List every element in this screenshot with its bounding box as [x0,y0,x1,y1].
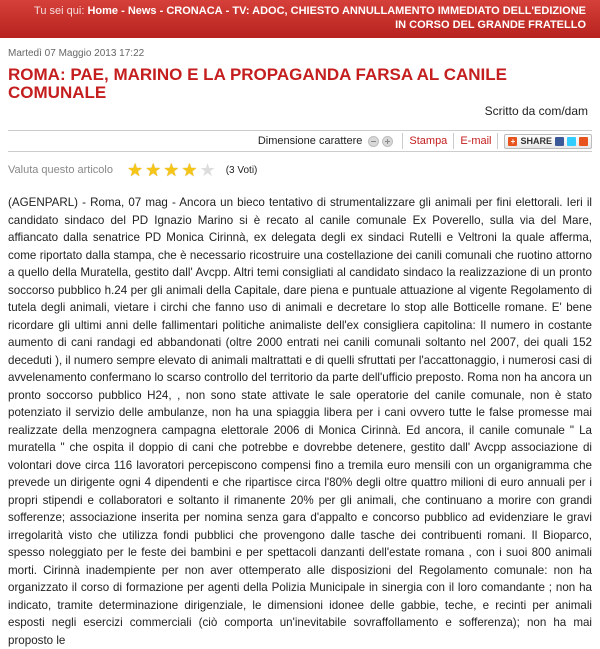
star-icon[interactable]: ★ [181,160,198,180]
plus-icon: + [508,137,517,146]
share-label: SHARE [520,136,552,146]
article-byline: Scritto da com/dam [484,104,588,118]
breadcrumb-link-home[interactable]: Home [87,5,119,17]
breadcrumb [0,0,600,38]
article-title[interactable]: ROMA: PAE, MARINO E LA PROPAGANDA FARSA AL CANILE COMUNALE [8,65,507,102]
rating-stars[interactable] [127,161,218,179]
print-link[interactable]: Stampa [409,135,448,147]
breadcrumb-link-cronaca[interactable]: CRONACA [166,5,223,17]
rating-label: Valuta questo articolo [8,164,113,176]
breadcrumb-link-news[interactable]: News [127,5,157,17]
breadcrumb-separator: - [225,5,230,17]
star-icon[interactable]: ★ [145,160,162,180]
article-toolbar [8,130,592,152]
rating-votes: (3 Voti) [225,164,258,176]
facebook-icon [555,137,564,146]
breadcrumb-separator: - [159,5,164,17]
email-link[interactable]: E-mail [460,135,492,147]
article-date: Martedì 07 Maggio 2013 17:22 [8,48,145,59]
divider [402,133,403,149]
star-icon[interactable]: ★ [163,160,180,180]
twitter-icon [567,137,576,146]
breadcrumb-current: TV: ADOC, CHIESTO ANNULLAMENTO IMMEDIATO DELL'EDIZIONE IN CORSO DEL GRANDE FRATELLO [232,5,586,31]
divider [453,133,454,149]
share-service-icon [579,137,588,146]
star-icon[interactable]: ★ [126,160,144,180]
breadcrumb-label: Tu sei qui: [34,5,85,17]
article-rating [8,158,592,182]
divider [497,133,498,149]
font-size-label: Dimensione carattere [257,135,363,147]
article-body: (AGENPARL) - Roma, 07 mag - Ancora un bieco tentativo di strumentalizzare gli animali per fini elettorali. Ieri il candidato sindaco del PD Ignazio Marino si è recato al canile comunale Ex Poverello, sulla via del Mare, affiancato dalla senatrice PD Monica Cirinnà, ex delegata degli ex sindaci Rutelli e Veltroni la quale afferma, come riportato dalla stampa, che è necessario ricostruire una costellazione dei canili comunali che ruotino attorno a quello della Muratella, gestito dall' Avcpp. Altri temi consigliati al candidato sindaco la realizzazione di un pronto soccorso pubblico h.24 per gli animali della Capitale, dare piena e puntuale attuazione al vigente Regolamento di tutela degli animali, vietare i circhi che fanno uso di animali e decretare lo stop alle Botticelle romane. E' bene ricordare gli ultimi anni delle fallimentari politiche animaliste dell'ex consigliera capitolina: Il numero in costante aumento di cani randagi ed abbandonati (oltre 2000 entrati nei canili comunali soltanto nel 2007, dei quali 152 deceduti ), il numero sempre elevato di animali maltrattati e di quelli sfruttati per l'accattonaggio, i numerosi casi di avvelenamento confermano lo scarso controllo del territorio da parte dell'ufficio preposto. Roma non ha ancora un pronto soccorso pubblico H24, , non sono state attivate le sale operatorie del canile comunale, non è stato potenziato il servizio delle ambulanze, non ha una spiaggia libera per i cani ovvero tutte le false promesse mai realizzate della menzognera campagna elettorale 2006 di Monica Cirinnà. Ed ancora, il canile comunale " La muratella " che ospita il doppio di cani che potrebbe e dovrebbe detenere, gestito dall' Avcpp associazione di volontari dove circa 116 lavoratori percepiscono compensi fino a tremila euro mensili con un organigramma che prevede un dirigente ogni 4 dipendenti e che ripartisce circa l'80% degli oltre quattro milioni di euro annuali per i propri stipendi e collaboratori e soltanto il rimanente 20% per gli animali, che continuano a morire con grandi sofferenze; associazione inserita per nomina senza gara d'appalto e concorso pubblico ad evidenziare le gravi irregolarità visto che utilizza fondi pubblici che provengono dalle tasche dei contribuenti romani. Il Bioparco, spesso noleggiato per le feste dei bambini e per spettacoli danzanti dell'estate romana , con i suoi 800 animali morti. Cirinnà inadempiente per non aver ottemperato alle disposizioni del Regolamento comunale: non ha organizzato il corso di formazione per agenti della Polizia Municipale in sinergia con il loro comandante ; non ha indicato, tramite determinazione dirigenziale, le dimensioni idonee delle gabbie, teche, e recinti per animali esposti negli esercizi commerciali (ciò comporta un'inevitabile sovraffollamento e sofferenza); non ha mai proposto le [8,196,592,647]
share-button[interactable] [504,134,592,149]
star-icon[interactable]: ★ [199,160,216,180]
breadcrumb-separator: - [121,5,125,17]
font-decrease-icon[interactable] [368,136,379,147]
font-increase-icon[interactable] [382,136,393,147]
